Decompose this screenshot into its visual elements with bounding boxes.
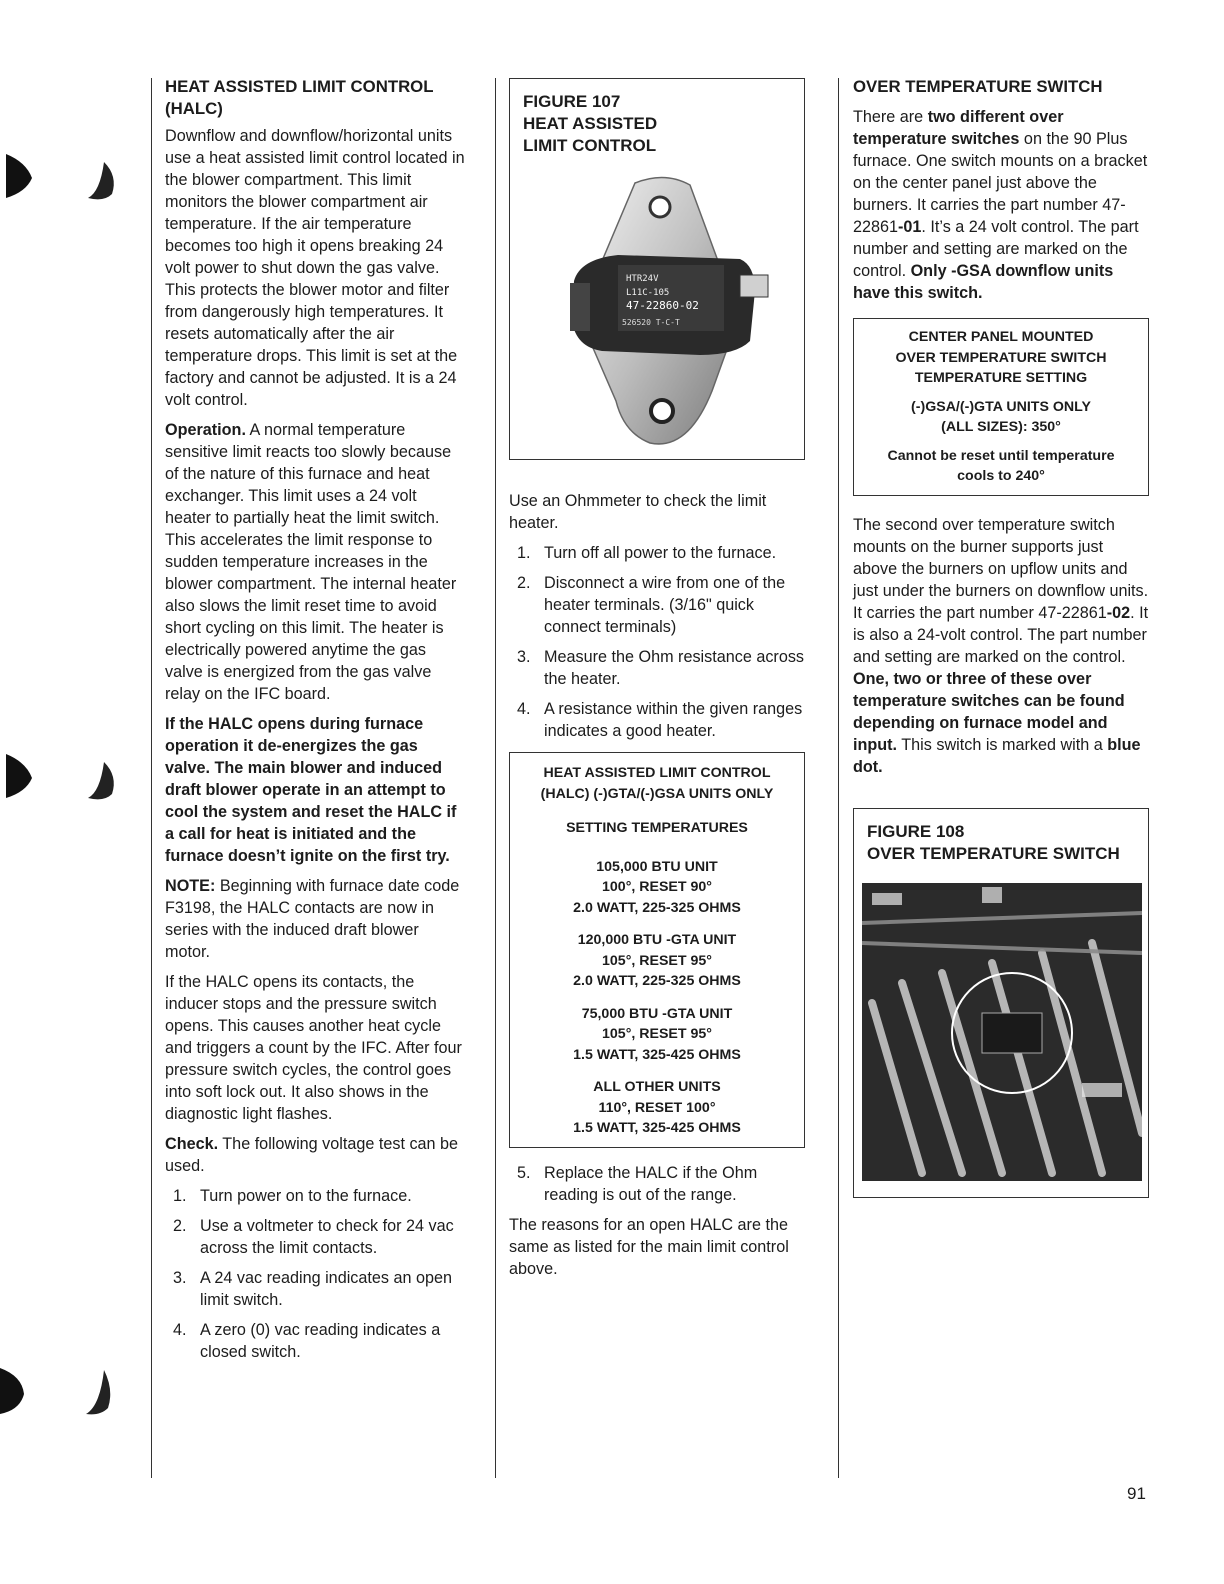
column-halc <box>165 76 465 1371</box>
halc-settings-table <box>509 752 805 1148</box>
list-item: 2. Disconnect a wire from one of the heater terminals. (3/16" quick connect terminals) <box>517 574 786 636</box>
svg-text:HTR24V: HTR24V <box>626 274 659 284</box>
list-item: 5. Replace the HALC if the Ohm reading is out of the range. <box>517 1163 758 1204</box>
column-rule-1 <box>151 78 152 1478</box>
list-item: 2. Use a voltmeter to check for 24 vac across the limit contacts. <box>173 1217 454 1257</box>
over-temp-heading: OVER TEMPERATURE SWITCH <box>853 77 1103 96</box>
ohmmeter-intro: Use an Ohmmeter to check the limit heater. <box>509 492 767 532</box>
svg-text:47-22860-02: 47-22860-02 <box>626 299 699 312</box>
table-row: 120,000 BTU -GTA UNIT 105°, RESET 95° 2.0 WATT, 225-325 OHMS <box>573 932 741 989</box>
ohmmeter-steps <box>509 542 805 742</box>
svg-text:526520 T-C-T: 526520 T-C-T <box>622 318 680 327</box>
figure-107-caption: FIGURE 107 HEAT ASSISTED LIMIT CONTROL <box>523 92 658 155</box>
halc-note: NOTE: Beginning with furnace date code F3198, the HALC contacts are now in series with the induced draft blower motor. <box>165 877 460 961</box>
halc-heading: HEAT ASSISTED LIMIT CONTROL (HALC) <box>165 77 434 118</box>
figure-107 <box>509 78 805 460</box>
binder-hole-bottom <box>0 1368 110 1414</box>
svg-text:L11C-105: L11C-105 <box>626 288 670 298</box>
list-item: 3. A 24 vac reading indicates an open limit switch. <box>173 1269 452 1309</box>
halc-operation: Operation. A normal temperature sensitive limit reacts too slowly because of the nature of this furnace and heat exchanger. This limit uses a 24 volt heater to partially heat the limit switch. This accelerates the limit response to sudden temperature increases in the blower compartment. The internal heater also slows the limit reset time to avoid short cycling on this limit. The heater is electrically powered anytime the gas valve is energized from the gas valve relay on the IFC board. <box>165 421 457 703</box>
column-over-temp <box>853 76 1149 1198</box>
figure-108 <box>853 808 1149 1198</box>
halc-reasons: The reasons for an open HALC are the same as listed for the main limit control above. <box>509 1215 789 1278</box>
over-temp-paragraph-2: The second over temperature switch mounts on the burner supports just above the burners on upflow units and just under the burners on downflow units. It carries the part number 47-22861-02. It is also a 24-volt control. The part number and setting are marked on the control. One, two or three of these over temperature switches can be found depending on furnace model and input. This switch is marked with a blue dot. <box>853 515 1149 776</box>
list-item: 4. A zero (0) vac reading indicates a closed switch. <box>173 1321 441 1361</box>
halc-check: Check. The following voltage test can be used. <box>165 1135 459 1175</box>
binder-holes <box>0 140 130 1430</box>
list-item: 4. A resistance within the given ranges indicates a good heater. <box>517 700 803 740</box>
table-row: 105,000 BTU UNIT 100°, RESET 90° 2.0 WATT, 225-325 OHMS <box>573 858 741 916</box>
list-item: 1. Turn power on to the furnace. <box>173 1187 412 1205</box>
ohmmeter-step-5 <box>509 1162 805 1206</box>
table-row: ALL OTHER UNITS 110°, RESET 100° 1.5 WATT, 325-425 OHMS <box>573 1079 741 1136</box>
binder-hole-top <box>6 154 114 199</box>
page-number: 91 <box>1127 1484 1146 1503</box>
table-title: HEAT ASSISTED LIMIT CONTROL (HALC) (-)GTA/(-)GSA UNITS ONLY <box>540 765 774 802</box>
column-rule-3 <box>838 78 839 1478</box>
halc-photo <box>540 171 790 451</box>
over-temp-switch-photo <box>862 883 1142 1181</box>
halc-warning: If the HALC opens during furnace operation it de-energizes the gas valve. The main blower and induced draft blower operate in an attempt to cool the system and reset the HALC if a call for heat is initiated and the furnace doesn’t ignite on the first try. <box>165 715 457 865</box>
halc-opens-text: If the HALC opens its contacts, the inducer stops and the pressure switch opens. This causes another heat cycle and triggers a count by the IFC. After four pressure switch cycles, the control goes into soft lock out. It also shows in the diagnostic light flashes. <box>165 973 462 1123</box>
over-temp-paragraph-1: There are two different over temperature switches on the 90 Plus furnace. One switch mounts on a bracket on the center panel just above the burners. It carries the part number 47-22861-01. It’s a 24 volt control. The part number and setting are marked on the control. Only -GSA downflow units have this switch. <box>853 108 1148 302</box>
list-item: 1. Turn off all power to the furnace. <box>517 544 777 562</box>
list-item: 3. Measure the Ohm resistance across the heater. <box>517 648 805 688</box>
column-ohmmeter <box>509 78 805 1288</box>
halc-intro: Downflow and downflow/horizontal units use a heat assisted limit control located in the blower compartment. This limit monitors the blower compartment air temperature. If the air temperature becomes too high it opens breaking 24 volt power to shut down the gas valve. This protects the blower motor and filter from dangerously high temperatures. It resets automatically after the air temperature drops. This limit is set at the factory and cannot be adjusted. It is a 24 volt control. <box>165 127 465 409</box>
table-subtitle: SETTING TEMPERATURES <box>566 820 748 836</box>
binder-hole-middle <box>6 754 114 799</box>
center-panel-switch-box: CENTER PANEL MOUNTED OVER TEMPERATURE SWITCH TEMPERATURE SETTING (-)GSA/(-)GTA UNITS ONLY (ALL SIZES): 350° Cannot be reset until temperature cools to 240° <box>853 318 1149 496</box>
column-rule-2 <box>495 78 496 1478</box>
figure-108-caption: FIGURE 108 OVER TEMPERATURE SWITCH <box>867 821 1120 863</box>
voltage-test-steps <box>165 1185 465 1363</box>
table-row: 75,000 BTU -GTA UNIT 105°, RESET 95° 1.5 WATT, 325-425 OHMS <box>573 1005 741 1063</box>
